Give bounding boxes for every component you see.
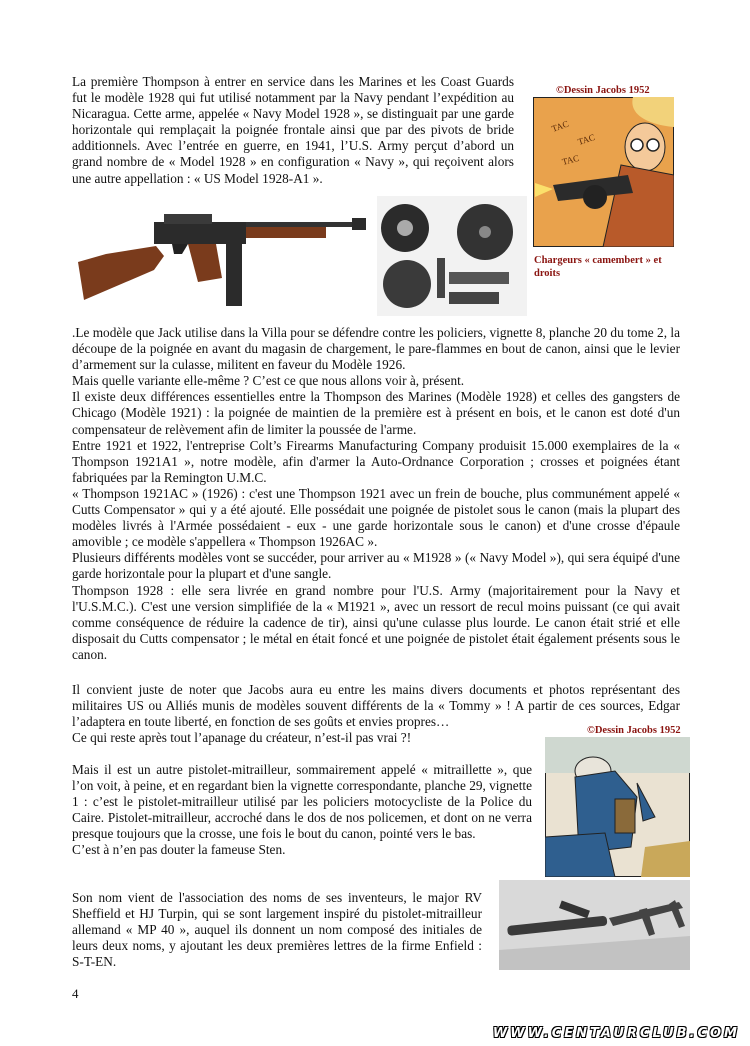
main-body (72, 325, 680, 663)
sten-text-3: Son nom vient de l'association des noms de ses inventeurs, le major RV Sheffield et HJ Turpin, qui se sont largement inspiré du pistolet-mitrailleur allemand « MP 40 », auquel ils donnent un nom composé des initiales de leurs deux noms, y ajoutant les deux premières lettres de la firme Enfield : S-T-EN. (72, 890, 482, 970)
thompson-gun-drawing (76, 204, 372, 310)
comic-panel-thompson (533, 97, 674, 247)
sten-gun-photo (499, 880, 690, 970)
intro-text: La première Thompson à entrer en service dans les Marines et les Coast Guards fut le modèle 1928 qui fut utilisé notamment par la Navy pendant l’expédition au Nicaragua. Cette arme, appelée « Navy Model 1928 », se distinguait par une garde horizontale qui remplaçait la poignée frontale ainsi que par des pivots de bride additionnels. Avec l’entrée en guerre, en 1941, l’U.S. Army perçut d’abord un grand nombre de « Model 1928 » en configuration « Navy », qui reçoivent alors une autre appellation : « US Model 1928-A1 ». (72, 74, 514, 186)
comic-police-drawing (545, 737, 690, 877)
comic-panel-police (545, 737, 690, 877)
sten-paragraph-1 (72, 762, 532, 859)
body-paragraph: .Le modèle que Jack utilise dans la Villa pour se défendre contre les policiers, vignette 8, planche 20 du tome 2, la découpe de la poignée en avant du magasin de chargement, le pare-flammes en bout de canon, ainsi que le levier d’armement sur la culasse, militent en faveur du Modèle 1926. (72, 325, 680, 373)
comic-drawing (533, 97, 674, 247)
magazines-photo (377, 196, 527, 316)
svg-text:TAC: TAC (550, 118, 570, 134)
body-paragraph: Mais quelle variante elle-même ? C’est ce que nous allons voir à, présent. (72, 373, 465, 389)
svg-text:TAC: TAC (576, 132, 597, 147)
sten-paragraph-3 (72, 890, 482, 970)
credit-top: ©Dessin Jacobs 1952 (556, 85, 650, 96)
body-paragraph: « Thompson 1921AC » (1926) : c'est une Thompson 1921 avec un frein de bouche, plus communément appelé « Cutts Compensator » qui y a été ajouté. Elle possédait une poignée de pistolet sous le canon (mais la plupart des modèles livrés à l'Armée possédaient - eux - une garde horizontale sous le canon) et d'une crosse d'épaule amovible ; ce modèle s'appellera « Thompson 1926AC ». (72, 485, 680, 550)
intro-paragraph (72, 74, 514, 187)
thompson-gun-photo (76, 204, 372, 310)
page-number: 4 (72, 986, 79, 1001)
website-footer: WWW.CENTAURCLUB.COM (492, 1026, 740, 1041)
note-text: Il convient juste de noter que Jacobs aura eu entre les mains divers documents et photos représentant des militaires US ou Alliés munis de modèles souvent différents de la « Tommy » ! A partir de ces sources, Edgar l’adaptera en toute liberté, en fonction de ses goûts et envies propres… (72, 682, 680, 730)
sten-text-1: Mais il est un autre pistolet-mitrailleur, sommairement appelé « mitraillette », que l’on voit, à peine, et en regardant bien la vignette correspondante, planche 29, vignette 1 : c’est le pistolet-mitrailleur utilisé par les policiers motocycliste de la Police du Caire. Pistolet-mitrailleur, accroché dans le dos de nos policemen, et dont on ne verra presque toujours que la crosse, une fois le bout du canon, pointé vers le bas. (72, 762, 532, 842)
body-paragraph: Il existe deux différences essentielles entre la Thompson des Marines (Modèle 1928) et celles des gangsters de Chicago (Modèle 1921) : la poignée de maintien de la première est à présent en bois, et le canon est doté d'un compensateur de relèvement afin de limiter la poussée de l'arme. (72, 389, 680, 437)
body-paragraph: Thompson 1928 : elle sera livrée en grand nombre pour l'U.S. Army (majoritairement pour la Navy et l'U.S.M.C.). C'est une version simplifiée de la « M1921 », avec un ressort de recul moins puissant (ce qui avait comme conséquence de réduire la cadence de tir), ainsi qu'une culasse plus lourde. Le canon était strié et elle disposait du Cutts compensator ; le métal en était foncé et une poignée de pistolet était également présents sous le canon. (72, 582, 680, 662)
credit-mid: ©Dessin Jacobs 1952 (587, 725, 681, 736)
note2-paragraph (72, 730, 532, 746)
caption-magazines: Chargeurs « camembert » et droits (534, 255, 662, 279)
body-paragraph: Entre 1921 et 1922, l'entreprise Colt’s Firearms Manufacturing Company produisit 15.000 exemplaires de la « Thompson 1921A1 », notre modèle, afin d'armer la Auto-Ordnance Corporation ; crosses et poignées étant fabriquées par la Remington U.M.C. (72, 437, 680, 485)
note2-text: Ce qui reste après tout l’apanage du créateur, n’est-il pas vrai ?! (72, 730, 412, 745)
sten-text-2: C’est à n’en pas douter la fameuse Sten. (72, 842, 286, 858)
body-paragraph: Plusieurs différents modèles vont se succéder, pour arriver au « M1928 » (« Navy Model »), qui sera équipé d'une garde horizontale pour la plupart et d'une sangle. (72, 550, 680, 582)
magazines-drawing (377, 196, 527, 316)
sten-gun-drawing (499, 880, 690, 970)
svg-text:TAC: TAC (560, 152, 581, 167)
